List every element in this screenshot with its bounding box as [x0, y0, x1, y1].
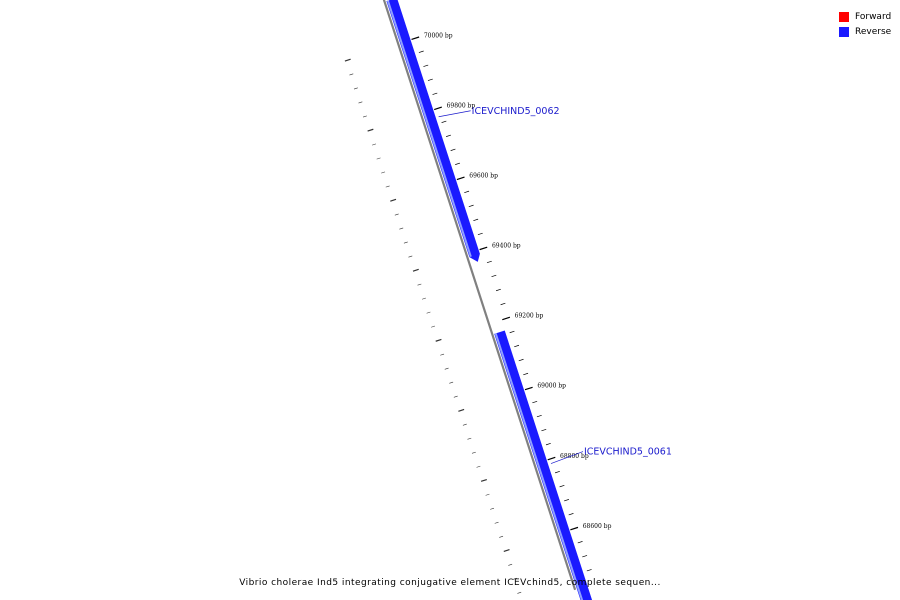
sequence-backbone — [378, 0, 575, 590]
minor-tick — [587, 569, 592, 571]
inner-major-tick — [345, 59, 351, 61]
minor-tick — [560, 485, 565, 487]
gene-labels — [439, 106, 672, 464]
minor-tick — [541, 429, 546, 431]
tick-label: 69000 bp — [537, 382, 567, 390]
major-tick — [525, 387, 533, 389]
reverse-swatch — [839, 27, 849, 37]
minor-tick — [578, 541, 583, 543]
inner-minor-tick — [508, 564, 512, 565]
inner-minor-tick — [399, 228, 403, 229]
major-tick — [548, 457, 556, 459]
gene-label[interactable]: ICEVCHIND5_0062 — [471, 105, 560, 117]
minor-tick — [496, 289, 501, 291]
inner-major-tick — [458, 409, 464, 411]
inner-major-tick — [390, 199, 396, 201]
inner-minor-tick — [349, 74, 353, 75]
inner-minor-tick — [354, 88, 358, 89]
minor-tick — [455, 163, 460, 165]
minor-tick — [464, 191, 469, 193]
tick-label: 68600 bp — [582, 522, 612, 530]
tick-label: 69400 bp — [491, 242, 521, 250]
gene-features — [386, 0, 596, 600]
tick-label: 68800 bp — [560, 452, 589, 460]
inner-major-tick — [504, 550, 510, 552]
major-tick — [434, 107, 442, 109]
major-tick — [502, 317, 510, 319]
minor-tick — [423, 65, 428, 67]
minor-tick — [564, 499, 569, 501]
major-tick — [570, 527, 578, 529]
legend-reverse — [839, 24, 891, 39]
minor-tick — [433, 93, 438, 95]
inner-minor-tick — [408, 256, 412, 257]
minor-tick — [473, 219, 478, 221]
minor-tick — [478, 233, 483, 235]
inner-minor-tick — [499, 536, 503, 537]
tick-label: 69600 bp — [469, 172, 498, 180]
inner-major-tick — [436, 339, 442, 341]
inner-minor-tick — [359, 102, 363, 103]
major-tick — [412, 37, 420, 39]
inner-major-tick — [368, 129, 374, 131]
tick-label: 69800 bp — [446, 102, 476, 110]
minor-tick — [514, 345, 519, 347]
legend-forward — [839, 9, 891, 24]
minor-tick — [446, 135, 451, 137]
legend-forward-label: Forward — [855, 11, 892, 22]
inner-major-tick — [413, 269, 419, 271]
inner-minor-tick — [440, 354, 444, 355]
inner-minor-tick — [467, 438, 471, 439]
minor-tick — [537, 415, 542, 417]
minor-tick — [569, 513, 574, 515]
legend-reverse-label: Reverse — [855, 26, 892, 37]
minor-tick — [532, 401, 537, 403]
inner-minor-tick — [363, 116, 367, 117]
inner-minor-tick — [486, 494, 490, 495]
tick-label: 70000 bp — [423, 32, 453, 40]
sequence-title: Vibrio cholerae Ind5 integrating conjugative element ICEVchind5, complete sequen... — [239, 578, 661, 588]
minor-tick — [523, 373, 528, 375]
minor-tick — [582, 555, 587, 557]
minor-tick — [501, 303, 506, 305]
gene-arrow[interactable] — [494, 330, 596, 600]
minor-tick — [492, 275, 497, 277]
inner-minor-tick — [472, 452, 476, 453]
inner-minor-tick — [477, 466, 481, 467]
inner-minor-tick — [445, 368, 449, 369]
inner-minor-tick — [372, 144, 376, 145]
tick-label: 69200 bp — [514, 312, 544, 320]
inner-minor-tick — [449, 382, 453, 383]
inner-minor-tick — [395, 214, 399, 215]
major-tick — [457, 177, 465, 179]
inner-major-tick — [481, 480, 487, 482]
inner-minor-tick — [517, 592, 521, 593]
minor-tick — [428, 79, 433, 81]
minor-tick — [419, 51, 424, 53]
minor-tick — [442, 121, 447, 123]
minor-tick — [487, 261, 492, 263]
inner-minor-tick — [431, 326, 435, 327]
inner-minor-tick — [386, 186, 390, 187]
inner-minor-tick — [490, 508, 494, 509]
minor-tick — [546, 443, 551, 445]
inner-minor-tick — [422, 298, 426, 299]
inner-minor-tick — [427, 312, 431, 313]
legend — [839, 9, 891, 39]
inner-minor-tick — [495, 522, 499, 523]
minor-tick — [519, 359, 524, 361]
inner-minor-tick — [418, 284, 422, 285]
inner-minor-tick — [463, 424, 467, 425]
inner-minor-tick — [381, 172, 385, 173]
inner-minor-tick — [377, 158, 381, 159]
forward-swatch — [839, 12, 849, 22]
major-tick — [480, 247, 488, 249]
minor-tick — [555, 471, 560, 473]
minor-tick — [510, 331, 515, 333]
minor-tick — [451, 149, 456, 151]
gene-leader-line — [439, 111, 471, 117]
gene-label[interactable]: ICEVCHIND5_0061 — [583, 446, 672, 458]
minor-tick — [469, 205, 474, 207]
inner-minor-tick — [404, 242, 408, 243]
inner-minor-tick — [454, 396, 458, 397]
